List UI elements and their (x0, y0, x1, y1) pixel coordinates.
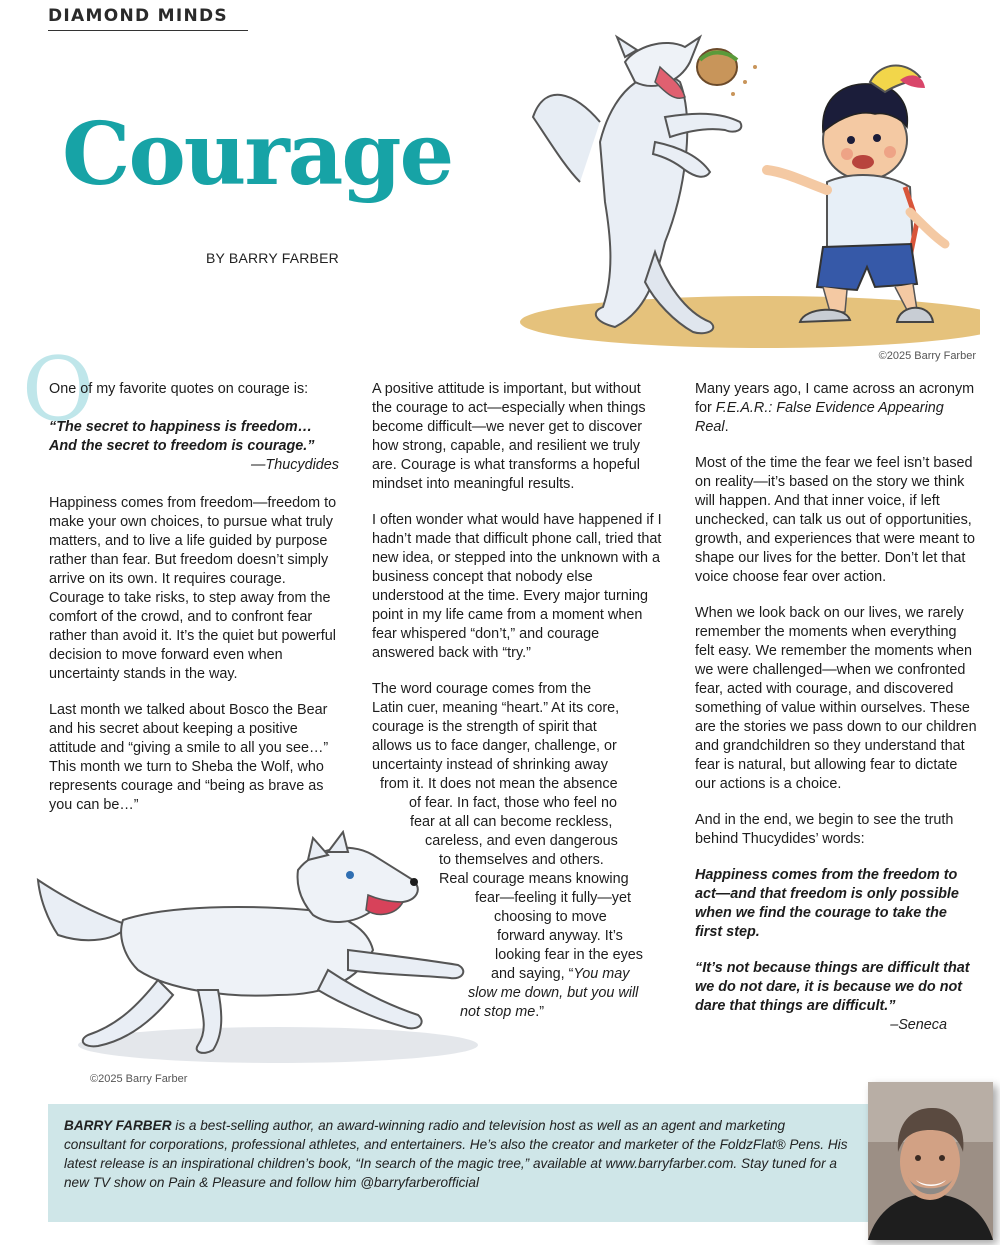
drop-cap: O (22, 338, 95, 441)
wolf-and-boy-illustration (505, 22, 980, 352)
wrap-line: The word courage comes from the (372, 681, 592, 697)
quote-emphasis: slow me down, but you will (468, 985, 639, 1001)
wrap-line: looking fear in the eyes (495, 947, 643, 963)
illustration-credit-bottom: ©2025 Barry Farber (90, 1073, 188, 1085)
byline: BY BARRY FARBER (206, 250, 339, 266)
wrap-line: choosing to move (494, 909, 607, 925)
wolf-shadow (78, 1027, 478, 1063)
wrap-line: from it. It does not mean the absence (380, 776, 618, 792)
paragraph: A positive attitude is important, but without the courage to act—especially when things become difficult—we never get to discover how strong, capable, and resilient we truly are. Courage is what transforms a hopeful mindset into meaningful results. (372, 381, 646, 492)
paragraph: When we look back on our lives, we rarely remember the moments when everything felt easy. We remember the moments when we were challenged—when we confronted fear, acted with courage, and discovered something of value within ourselves. These are the stories we pass down to our children and grandchildren so they understand that fear is natural, but allowing fear to dictate our actions is a choice. (695, 605, 977, 792)
text-span: . (724, 419, 729, 435)
wrap-line: Real courage means knowing (439, 871, 629, 887)
section-label: DIAMOND MINDS (48, 6, 248, 31)
quote-line-2: And the secret to freedom is courage.” (49, 438, 315, 454)
column-3 (695, 380, 977, 1035)
wrap-line: courage is the strength of spirit that (372, 719, 597, 735)
intro-paragraph: One of my favorite quotes on courage is: (49, 381, 309, 397)
fear-acronym: F.E.A.R.: False Evidence Appearing Real (695, 400, 944, 435)
author-name: BARRY FARBER (64, 1118, 172, 1133)
article-title: Courage (62, 104, 453, 205)
paragraph: Happiness comes from freedom—freedom to make your own choices, to pursue what truly matters, and to live a life guided by purpose rather than fear. But freedom doesn’t simply arrive on its own. It requires courage. Courage to take risks, to step away from the comfort of the crowd, and to confront fear rather than avoid it. It’s the quiet but powerful decision to move forward even when uncertainty stands in the way. (49, 495, 337, 682)
wrap-line: of fear. In fact, those who feel no (409, 795, 617, 811)
running-wolf-illustration (28, 830, 508, 1075)
wrap-line: fear at all can become reckless, (410, 814, 613, 830)
wrap-line: Latin cuer, meaning “heart.” At its core, (372, 700, 620, 716)
thucydides-quote (49, 418, 339, 456)
wrap-line: uncertainty instead of shrinking away (372, 757, 608, 773)
author-bio-text: is a best-selling author, an award-winning radio and television host as well as an agent and marketing consultant for corporations, professional athletes, and entertainers. He’s also the creator and marketer of the FoldzFlat® Pens. His latest release is an inspirational children’s book, “In search of the magic tree,” available at www.barryfarber.com. Stay tuned for a new TV show on Pain & Pleasure and follow him @barryfarberofficial (64, 1118, 848, 1190)
wrap-line: allows us to face danger, challenge, or (372, 738, 617, 754)
paragraph: Last month we talked about Bosco the Bear and his secret about keeping a positive attitude and “giving a smile to all you see…” This month we turn to Sheba the Wolf, who represents courage and “being as brave as you can be…” (49, 702, 329, 813)
wrap-line: to themselves and others. (439, 852, 604, 868)
wrap-line: fear—feeling it fully—yet (475, 890, 631, 906)
wrap-line: forward anyway. It’s (497, 928, 623, 944)
running-wolf-figure (38, 832, 463, 1053)
seneca-attribution: –Seneca (890, 1017, 947, 1033)
seneca-quote: “It’s not because things are difficult that we do not dare, it is because we do not dare that things are difficult.” (695, 960, 970, 1014)
wrap-text: and saying, “ (491, 966, 574, 982)
author-bio-box (48, 1104, 868, 1222)
quote-attribution: —Thucydides (251, 457, 339, 473)
quote-emphasis: not stop me (460, 1004, 536, 1020)
author-photo (868, 1082, 993, 1240)
boy-figure (767, 66, 945, 322)
sandwich-figure (697, 49, 757, 96)
illustration-credit-top: ©2025 Barry Farber (878, 350, 976, 362)
quote-emphasis: You may (573, 966, 630, 982)
column-1 (49, 380, 339, 832)
wrap-text: .” (535, 1004, 544, 1020)
emphasis-paragraph: Happiness comes from the freedom to act—and that freedom is only possible when we find the courage to take the first step. (695, 867, 959, 940)
quote-line-1: “The secret to happiness is freedom… (49, 419, 313, 435)
paragraph: Most of the time the fear we feel isn’t based on reality—it’s based on the story we think will happen. And that inner voice, if left unchecked, can talk us out of opportunities, growth, and experiences that were meant to shape our lives for the better. Don’t let that voice choose fear over action. (695, 455, 975, 585)
wrap-line: careless, and even dangerous (425, 833, 618, 849)
paragraph (695, 380, 977, 437)
paragraph: I often wonder what would have happened if I hadn’t made that difficult phone call, tried that new idea, or stepped into the unknown with a business concept that nobody else understood at the time. Every major turning point in my life came from a moment when fear whispered “don’t,” and courage answered back with “try.” (372, 512, 662, 661)
paragraph: And in the end, we begin to see the truth behind Thucydides’ words: (695, 812, 954, 847)
text-span: Many years ago, I came across an acronym for (695, 381, 975, 416)
